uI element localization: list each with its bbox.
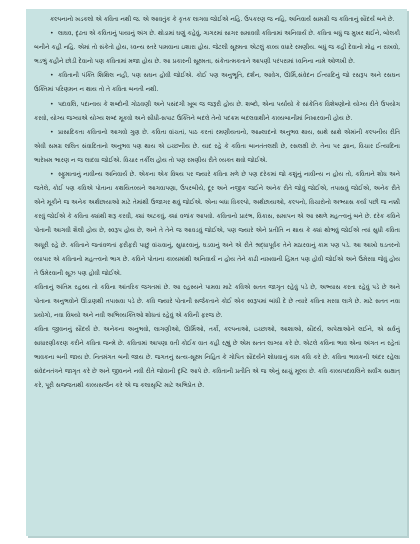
bullet-mark: • [50, 72, 54, 80]
paragraph-text: સ્ફુમાતાનું નાવીન્ય અનિવાર્ય છે. એકના એક વિષય પર જ્યારે કવિતા મળે છે પણ દરેકમાં જો કશુંનું નાવીન્ય ન હોય તો, કવિતાને શોધ અને જતેલે, કોઈ પણ કવિએ પોતાના કથયિતવ્યને આગવાપણા, ઉપરબીયે, દૂર અને નજીક જઈને અનેક રીતે જોવું જોઈએ, તપાસવું જોઈએ, અનેક રીતે એને મૂકીને જ અનેક અર્થછાયાઓ માટે તેમાંથી ઉજાગર થવું જોઈએ. એના બધા વિકલ્પો, અર્થછાયાઓ, કલ્પનો, વિચારોનો અભ્યાસ કર્યા પછી જ નક્કી કરવું જોઈએ કે કવિતા ક્યાંથી શરૂ કરવી, ક્યાં અટકવું, ક્યાં વળાંક આપવો. કવિતાનો પ્રારંભ, વિકાસ, સમાપન એ આ સ્થળે મહત્ત્વનું બને છે. દરેક કવિને પોતાની આગવી શૈલી હોય છે, સ્વરૂપ હોય છે, અને તે તેને જ આવડવું જોઈએ, પણ જ્યારે એને પ્રતીતિ ન થાય કે ક્યાં થોભવું જોઈએ ત્યાં સુધી કવિતા અધૂરી રહે છે. કવિતાને જતાંવળતાં ફરીફરી પાછું વાંચવાનું, સુધારવાનું, ઘડવાનું અને એ રીતે શ્રદ્ધાપૂર્વક તેને મઠારવાનું કામ પણ પડે. આ આખો ઘડતરનો વ્યાપાર એ કવિતાનો મહત્ત્વનો ભાગ છે. કવિને પોતાના કાવ્યમાંથી અનિવાર્ય ન હોય તેને કાઢી નાખવાની હિંમત પણ હોવી જોઈએ અને ઉમેરવા જેવું હોય તે ઉમેરવાની સૂઝ પણ હોવી જોઈએ. [34, 171, 400, 277]
paragraph-clarity [34, 126, 400, 168]
paragraph-intro: કલ્પનાનો ખડકલો એ કવિતા નથી જ. એ આવતુંક કે કૃતક લાગવા જોઈએ નહિ. ઉપકરણ જ નહિ, અનિવાર્ય સામગ્રી જ કવિતાનું સૌંદર્ય બને છે. [50, 16, 395, 23]
paragraph-text: લાઘવ, દૃઢતા એ કવિતાનું પાયાનું અંગ છે. થોડામાં ઘણું કહેવું, ગાગરમાં સાગર સમાવવી કવિતામાં અનિવાર્ય છે. કવિતા બધું જ મુખર થઈને, બોલકી બનીને કહી નહિ. એમાં તો સંકેતો હોય, ધ્વન્ય સ્તરે પામવાના ઇશારા હોય. જેટલી સૂક્ષ્મતા એટલું કાવ્ય વધારે રમણીય. બધું જ કહી દેવાનો મોહ ન રાખવો, ભડભું કહીને છોડી દેવાનો પણ કવિતામાં મજા હોય છે. આ પ્રકારની સૂક્ષ્મતા, સંકેતાત્મકતાને આપણી પરંપરામાં ધ્વનિના નામે ઓળખી છે. [34, 30, 400, 66]
article-body [34, 13, 400, 531]
paragraph-text: કવિતાની પંક્તિ શિથિલ નહી, પણ સઘન હોવી જોઈએ. કોઈ પણ અનુભૂતિ, દર્શન, આવેગ, ઊર્મિ,સંવેદન ઈત્યાદિનું જો રસરૂપ અને રસઘન ઉક્તિમાં પરિણમન ન થાય તો તે કવિતા બનતી નથી. [34, 72, 400, 94]
bullet-mark: • [50, 100, 54, 108]
bullet-mark: • [50, 171, 54, 179]
bullet-mark: • [50, 128, 54, 136]
paragraph-brevity [34, 27, 400, 69]
bullet-mark: • [50, 30, 54, 38]
paragraph-diction [34, 98, 400, 126]
paragraph-conclusion: કવિતા જીવનનું સૌંદર્ય છે. અનેકના અનુભવો, લાગણીઓ, ઊર્મિઓ, તર્કો, કલ્પનાઓ, ઇચ્છાઓ, આશાઓ, સૌંદર્ય, અપેક્ષાઓને લઈને, એ સર્વનું સાધારણીકરણ કરીને કવિતા જન્મે છે. કવિતામાં આપણા વતી કોઈક વાત કહી રહ્યું છે એમ સતત લાગ્યા કરે છે. એટલે કવિના ભાવ એના અંગત ન રહેતાં ભાવકના બની જાય છે. નિતમંગત બની જાય છે. જગતનું સત્ય-સૂક્ષ્મ નિહિત કે ગોપિત સૌંદર્યને શોધવાનું કામ કવિ કરે છે. કવિતા ભાવકની અંદર રહેલા સંવેદનતંત્રને જાગૃત કરે છે અને જીવનને નવી રીતે જોવાની દૃષ્ટિ આપે છે. કવિતાની પ્રતીતિ એ જ એનું સાચું મૂલ્ય છે. કવિ કાવ્યપદાવલિને સર્વાંગ સાક્ષાત્ કરે, પૂરી સજ્જતાથી કાવ્યસર્જન કરે એ જ કલાસૃષ્ટિ માટે અભિપ્રેત છે. [34, 326, 400, 390]
paragraph-creative-secret: કવિતાનું અંતિમ રહસ્ય તો કવિના આંતરિક જગતમાં છે. આ રહસ્યને પામવા માટે કવિએ સતત જાગૃત રહેવું પડે છે, અભ્યાસ કરતા રહેવું પડે છે અને પોતાના અનુભવોને ઊંડાણથી તપાસવા પડે છે. કવિ જ્યારે પોતાની સર્જકતાને કોઈ એક સ્વરૂપમાં બાંધી દે છે ત્યારે કવિતા મરવા લાગે છે. માટે સતત નવા પ્રયોગો, નવા વિષયો અને નવી અભિવ્યક્તિઓ શોધતાં રહેવું એ કવિની ફરજ છે. [34, 283, 400, 319]
paragraph-text: પ્રાસાદિકતા કવિતાનો આગવો ગુણ છે. કવિતા વાંચતાં, પાઠ કરતાં રમણીયતાનો, આહ્લાદનો અનુભવ થાય, સાથે સાથે એમાંની કલ્પનીય રીતિ એવી સમગ્ર લલિત સંવાદિતાનો અનુભવ પણ થાય એ ઇચ્છનીય છે. યાદ રહે કે કવિતા બાનતંતલક્ષી છે, રસલક્ષી છે. તેના પર જ્ઞાન, વિચાર ઈત્યાદિના ભારેખમ ભારણ ન જ લાદવા જોઈએ. વિચાર તર્કીલ હોય તો પણ રમણીય રીતે વ્યક્ત થવો જોઈએ. [34, 128, 400, 164]
paragraph-density [34, 69, 400, 97]
paragraph-text: પદાવલિ, પદાન્વય કે શબ્દોની ગોઠવણી અને પસંદગી ખૂબ જ જરૂરી હોય છે. શબ્દો, એના પર્યાયો કે સાંકેતિક વિશેષણોનો યોગ્ય રીતે ઉપયોગ કરવો, યોગ્ય જગ્યાએ યોગ્ય શબ્દ મૂકવો અને સીધી-સપાટ ઉક્તિને બદલે તેનો પદક્રમ બદલવાથીને કાવ્યબાનીમાં નિખારવાની હોય છે. [34, 100, 400, 122]
paragraph-novelty [34, 168, 400, 281]
